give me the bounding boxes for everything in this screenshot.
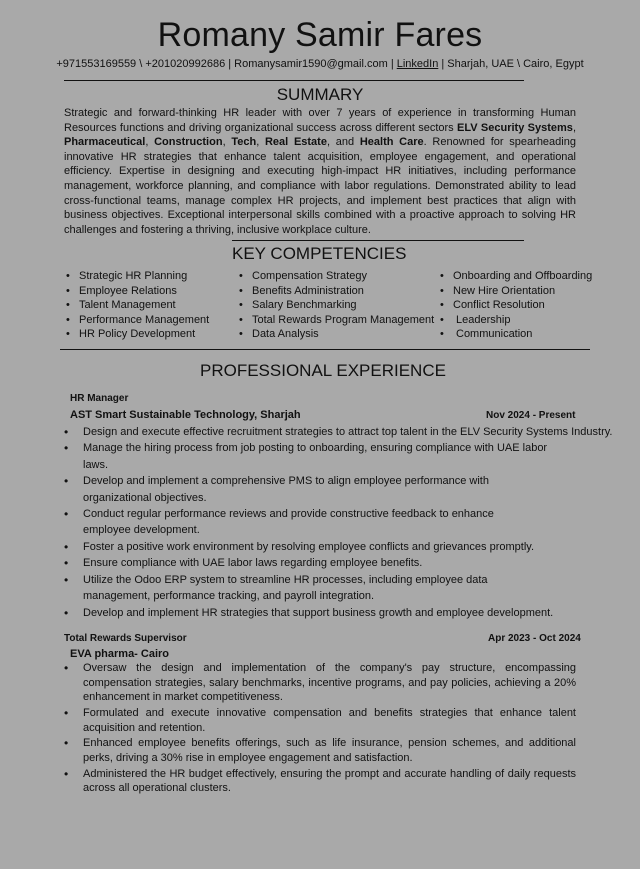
- competencies-heading: KEY COMPETENCIES: [232, 244, 407, 263]
- list-item: • Manage the hiring process from job posting to onboarding, ensuring compliance with UAE labor laws.: [62, 440, 574, 473]
- list-item: • Design and execute effective recruitment strategies to attract top talent in the ELV Security Systems Industry.: [62, 424, 574, 440]
- experience-heading: PROFESSIONAL EXPERIENCE: [200, 361, 446, 380]
- list-item: • Total Rewards Program Management: [237, 313, 434, 328]
- contact-line: [0, 58, 640, 70]
- contact-location: | Sharjah, UAE \ Cairo, Egypt: [438, 58, 584, 70]
- list-item: • Utilize the Odoo ERP system to streamline HR processes, including employee data management, performance tracking, and payroll integration.: [62, 572, 574, 605]
- list-item: • Talent Management: [64, 298, 209, 313]
- job-dates: Apr 2023 - Oct 2024: [488, 633, 581, 644]
- list-item: • Conflict Resolution: [438, 298, 592, 313]
- list-item: • Foster a positive work environment by resolving employee conflicts and grievances promptly.: [62, 539, 574, 555]
- competencies-divider: [60, 349, 590, 350]
- list-item: • Employee Relations: [64, 284, 209, 299]
- job-bullets: [62, 424, 613, 621]
- list-item: • Conduct regular performance reviews and provide constructive feedback to enhance employee development.: [62, 506, 574, 539]
- list-item: • Compensation Strategy: [237, 269, 434, 284]
- competencies-col-1: [64, 269, 209, 342]
- summary-text: Strategic and forward-thinking HR leader with over 7 years of experience in transforming Human Resources functions and driving organizational success across different sectors ELV Security Systems, Pharmaceutical, Construction, Tech, Real Estate, and Health Care. Renowned for spearheading innovative HR strategies that enhance talent acquisition, employee engagement, and operational efficiency. Expertise in designing and executing high-impact HR initiatives, including performance management, workforce planning, and compliance with labor regulations. Demonstrated ability to lead cross-functional teams, manage complex HR projects, and implement best practices that align with business objectives. Exceptional interpersonal skills combined with a proactive approach to solving HR challenges and fostering a thriving, inclusive workplace culture.: [64, 107, 576, 236]
- summary-heading: SUMMARY: [276, 85, 364, 104]
- candidate-name: Romany Samir Fares: [157, 16, 483, 54]
- list-item: • Develop and implement HR strategies that support business growth and employee development.: [62, 605, 574, 621]
- job-bullets: [62, 661, 576, 797]
- competencies-col-3: [438, 269, 592, 342]
- list-item: • New Hire Orientation: [438, 284, 592, 299]
- list-item: • Ensure compliance with UAE labor laws regarding employee benefits.: [62, 555, 574, 571]
- header-divider: [64, 80, 524, 81]
- job-title: Total Rewards Supervisor: [64, 633, 187, 644]
- job-dates: Nov 2024 - Present: [486, 410, 576, 421]
- list-item: • Performance Management: [64, 313, 209, 328]
- company-name: EVA pharma- Cairo: [70, 648, 170, 660]
- list-item: • Benefits Administration: [237, 284, 434, 299]
- list-item: • Enhanced employee benefits offerings, such as life insurance, pension schemes, and additional perks, driving a 30% rise in employee engagement and satisfaction.: [62, 736, 576, 765]
- contact-details: +971553169559 \ +201020992686 | Romanysamir1590@gmail.com |: [56, 58, 397, 70]
- list-item: • Salary Benchmarking: [237, 298, 434, 313]
- list-item: • Oversaw the design and implementation of the company's pay structure, encompassing compensation strategies, salary benchmarks, incentive programs, and pay policies, achieving a 20% enhancement in market competitiveness.: [62, 661, 576, 705]
- list-item: • Administered the HR budget effectively, ensuring the prompt and accurate handling of daily requests across all operational clusters.: [62, 767, 576, 796]
- list-item: • Communication: [438, 327, 592, 342]
- summary-divider: [232, 240, 524, 241]
- list-item: • Data Analysis: [237, 327, 434, 342]
- competencies-col-2: [237, 269, 434, 342]
- list-item: • Develop and implement a comprehensive PMS to align employee performance with organizational objectives.: [62, 473, 574, 506]
- job-title: HR Manager: [70, 393, 129, 404]
- list-item: • Onboarding and Offboarding: [438, 269, 592, 284]
- list-item: • Leadership: [438, 313, 592, 328]
- list-item: • HR Policy Development: [64, 327, 209, 342]
- list-item: • Formulated and execute innovative compensation and benefits strategies that enhance talent acquisition and retention.: [62, 706, 576, 735]
- linkedin-link[interactable]: LinkedIn: [396, 58, 439, 70]
- company-name: AST Smart Sustainable Technology, Sharjah: [70, 409, 301, 421]
- list-item: • Strategic HR Planning: [64, 269, 209, 284]
